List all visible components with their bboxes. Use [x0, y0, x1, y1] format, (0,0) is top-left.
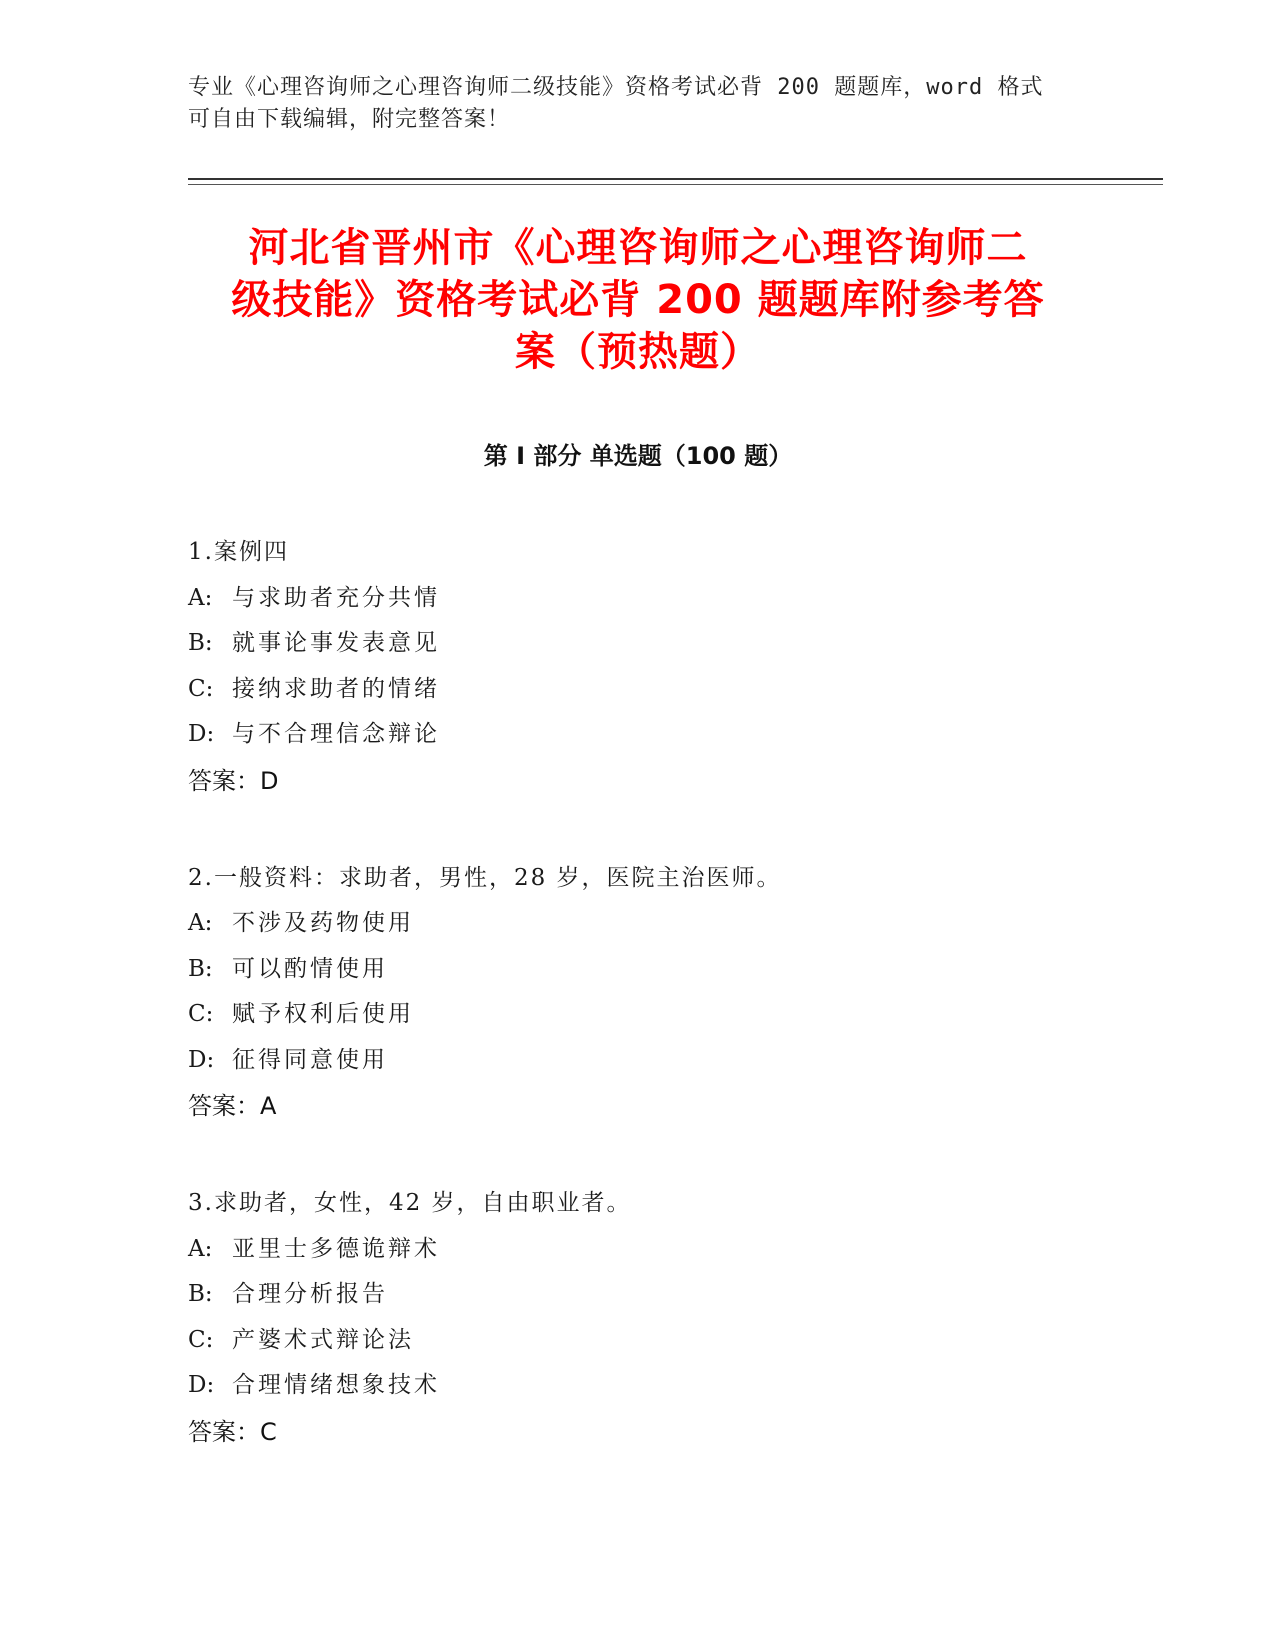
option-letter: D:	[188, 721, 215, 747]
option-letter: B:	[188, 1281, 213, 1307]
question-stem: 2.一般资料：求助者，男性，28 岁，医院主治医师。	[188, 864, 782, 891]
option-text: 征得同意使用	[232, 1046, 388, 1073]
option-text: 可以酌情使用	[232, 955, 388, 982]
option-d	[188, 1363, 1088, 1409]
option-text: 与不合理信念辩论	[232, 721, 440, 747]
option-a	[188, 1227, 1088, 1273]
option-letter: A:	[188, 910, 213, 936]
question-stem: 1.案例四	[188, 539, 289, 565]
option-text: 赋予权利后使用	[232, 1001, 414, 1027]
option-text: 合理情绪想象技术	[232, 1372, 440, 1398]
option-text: 不涉及药物使用	[232, 910, 414, 936]
question-stem: 3.求助者，女性，42 岁，自由职业者。	[188, 1190, 632, 1216]
option-text: 产婆术式辩论法	[232, 1326, 414, 1353]
answer-line: 答案：C	[188, 1417, 277, 1446]
option-text: 接纳求助者的情绪	[232, 675, 440, 702]
option-letter: A:	[188, 1235, 213, 1262]
option-text: 合理分析报告	[232, 1281, 388, 1307]
option-text: 亚里士多德诡辩术	[232, 1235, 440, 1262]
answer-line: 答案：D	[188, 766, 279, 795]
question-item	[188, 530, 1088, 804]
header-note-line-1: 专业《心理咨询师之心理咨询师二级技能》资格考试必背 200 题题库，word 格式	[188, 75, 1044, 100]
option-text: 就事论事发表意见	[232, 630, 440, 656]
option-d	[188, 712, 1088, 758]
section-heading: 第 I 部分 单选题（100 题）	[483, 442, 793, 470]
header-divider-thin	[188, 184, 1163, 185]
option-b	[188, 1272, 1088, 1318]
answer-line: 答案：A	[188, 1092, 277, 1120]
document-title-line-2: 级技能》资格考试必背 200 题题库附参考答	[231, 277, 1045, 323]
document-title-line-3: 案（预热题）	[515, 329, 761, 375]
option-letter: C:	[188, 675, 214, 702]
option-d	[188, 1038, 1088, 1084]
option-b	[188, 947, 1088, 993]
option-letter: D:	[188, 1372, 215, 1398]
header-divider-thick	[188, 178, 1163, 180]
option-letter: C:	[188, 1001, 214, 1027]
question-item	[188, 856, 1088, 1130]
option-c	[188, 1318, 1088, 1364]
option-letter: B:	[188, 630, 213, 656]
option-b	[188, 621, 1088, 667]
document-title	[188, 222, 1088, 378]
header-note-line-2: 可自由下载编辑，附完整答案！	[188, 107, 511, 132]
option-c	[188, 992, 1088, 1038]
header-note	[188, 72, 1088, 136]
document-title-line-1: 河北省晋州市《心理咨询师之心理咨询师二	[248, 225, 1028, 271]
option-letter: C:	[188, 1326, 214, 1353]
option-a	[188, 901, 1088, 947]
option-c	[188, 667, 1088, 713]
option-letter: A:	[188, 584, 213, 611]
option-text: 与求助者充分共情	[232, 584, 440, 611]
question-list	[188, 530, 1088, 1507]
option-letter: B:	[188, 955, 213, 982]
option-letter: D:	[188, 1046, 215, 1073]
option-a	[188, 576, 1088, 622]
question-item	[188, 1181, 1088, 1455]
